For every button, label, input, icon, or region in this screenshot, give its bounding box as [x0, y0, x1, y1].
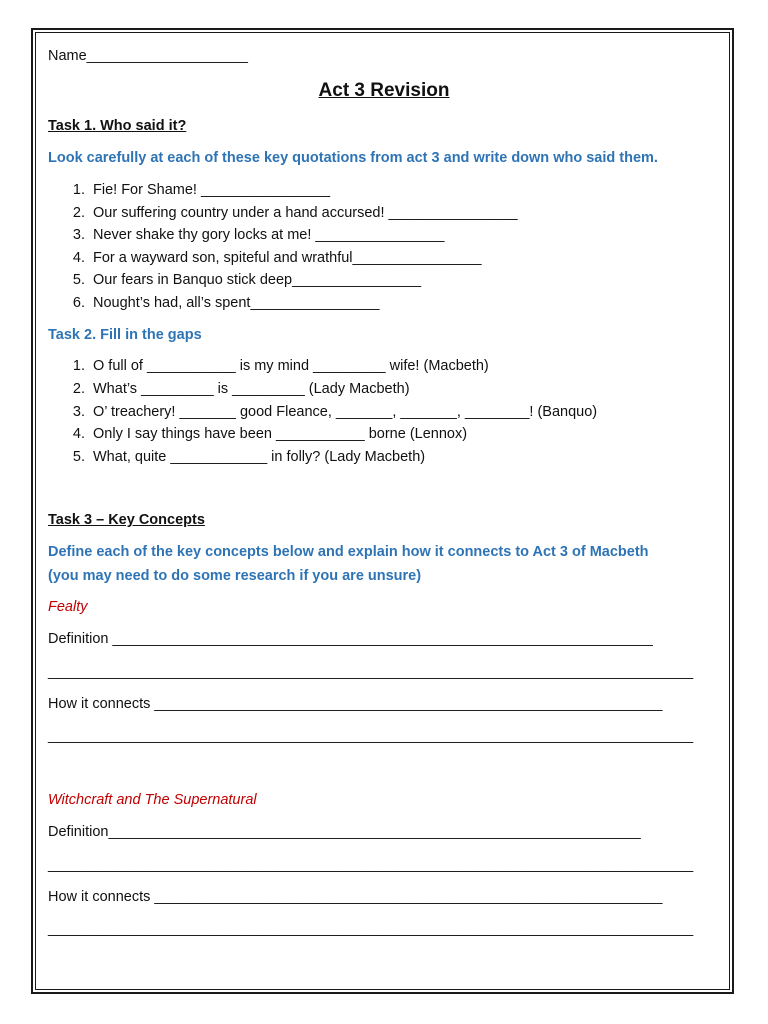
task3-heading: Task 3 – Key Concepts — [48, 512, 205, 528]
list-item[interactable]: Nought’s had, all’s spent________________ — [93, 295, 380, 311]
list-item-number: 1. — [72, 182, 85, 198]
list-item[interactable]: Only I say things have been ___________ borne (Lennox) — [93, 426, 468, 442]
blank-line[interactable]: ________________________________________________________________________________ — [48, 921, 694, 937]
blank-line[interactable]: ________________________________________________________________________________ — [48, 728, 694, 744]
list-item[interactable]: For a wayward son, spiteful and wrathful________________ — [93, 250, 482, 266]
name-field-line[interactable]: Name____________________ — [48, 48, 248, 64]
list-item[interactable]: Our suffering country under a hand accursed! ________________ — [93, 205, 518, 221]
task1-instruction: Look carefully at each of these key quotations from act 3 and write down who said them. — [48, 150, 658, 166]
list-item[interactable]: What’s _________ is _________ (Lady Macbeth) — [93, 381, 410, 397]
list-item-number: 4. — [72, 426, 85, 442]
connects-field[interactable]: How it connects _______________________________________________________________ — [48, 696, 663, 712]
list-item[interactable]: Never shake thy gory locks at me! ________________ — [93, 227, 445, 243]
blank-line[interactable]: ________________________________________________________________________________ — [48, 664, 694, 680]
list-item[interactable]: O’ treachery! _______ good Fleance, _______, _______, ________! (Banquo) — [93, 404, 598, 420]
list-item-number: 2. — [72, 205, 85, 221]
list-item-number: 6. — [72, 295, 85, 311]
definition-field[interactable]: Definition__________________________________________________________________ — [48, 824, 641, 840]
list-item[interactable]: Fie! For Shame! ________________ — [93, 182, 331, 198]
page-title: Act 3 Revision — [318, 80, 450, 101]
list-item[interactable]: What, quite ____________ in folly? (Lady Macbeth) — [93, 449, 426, 465]
task2-heading: Task 2. Fill in the gaps — [48, 327, 202, 343]
task3-instruction-line1: Define each of the key concepts below and explain how it connects to Act 3 of Macbeth — [48, 544, 649, 560]
list-item[interactable]: O full of ___________ is my mind _________ wife! (Macbeth) — [93, 358, 489, 374]
list-item-number: 5. — [72, 272, 85, 288]
list-item-number: 5. — [72, 449, 85, 465]
blank-line[interactable]: ________________________________________________________________________________ — [48, 857, 694, 873]
list-item-number: 4. — [72, 250, 85, 266]
connects-field[interactable]: How it connects _______________________________________________________________ — [48, 889, 663, 905]
definition-field[interactable]: Definition ___________________________________________________________________ — [48, 631, 653, 647]
task3-instruction-line2: (you may need to do some research if you are unsure) — [48, 568, 422, 584]
list-item-number: 1. — [72, 358, 85, 374]
list-item-number: 2. — [72, 381, 85, 397]
list-item[interactable]: Our fears in Banquo stick deep________________ — [93, 272, 422, 288]
task1-heading: Task 1. Who said it? — [48, 118, 187, 134]
list-item-number: 3. — [72, 227, 85, 243]
list-item-number: 3. — [72, 404, 85, 420]
concept-name-fealty: Fealty — [48, 599, 88, 615]
concept-name-witchcraft: Witchcraft and The Supernatural — [48, 792, 257, 808]
